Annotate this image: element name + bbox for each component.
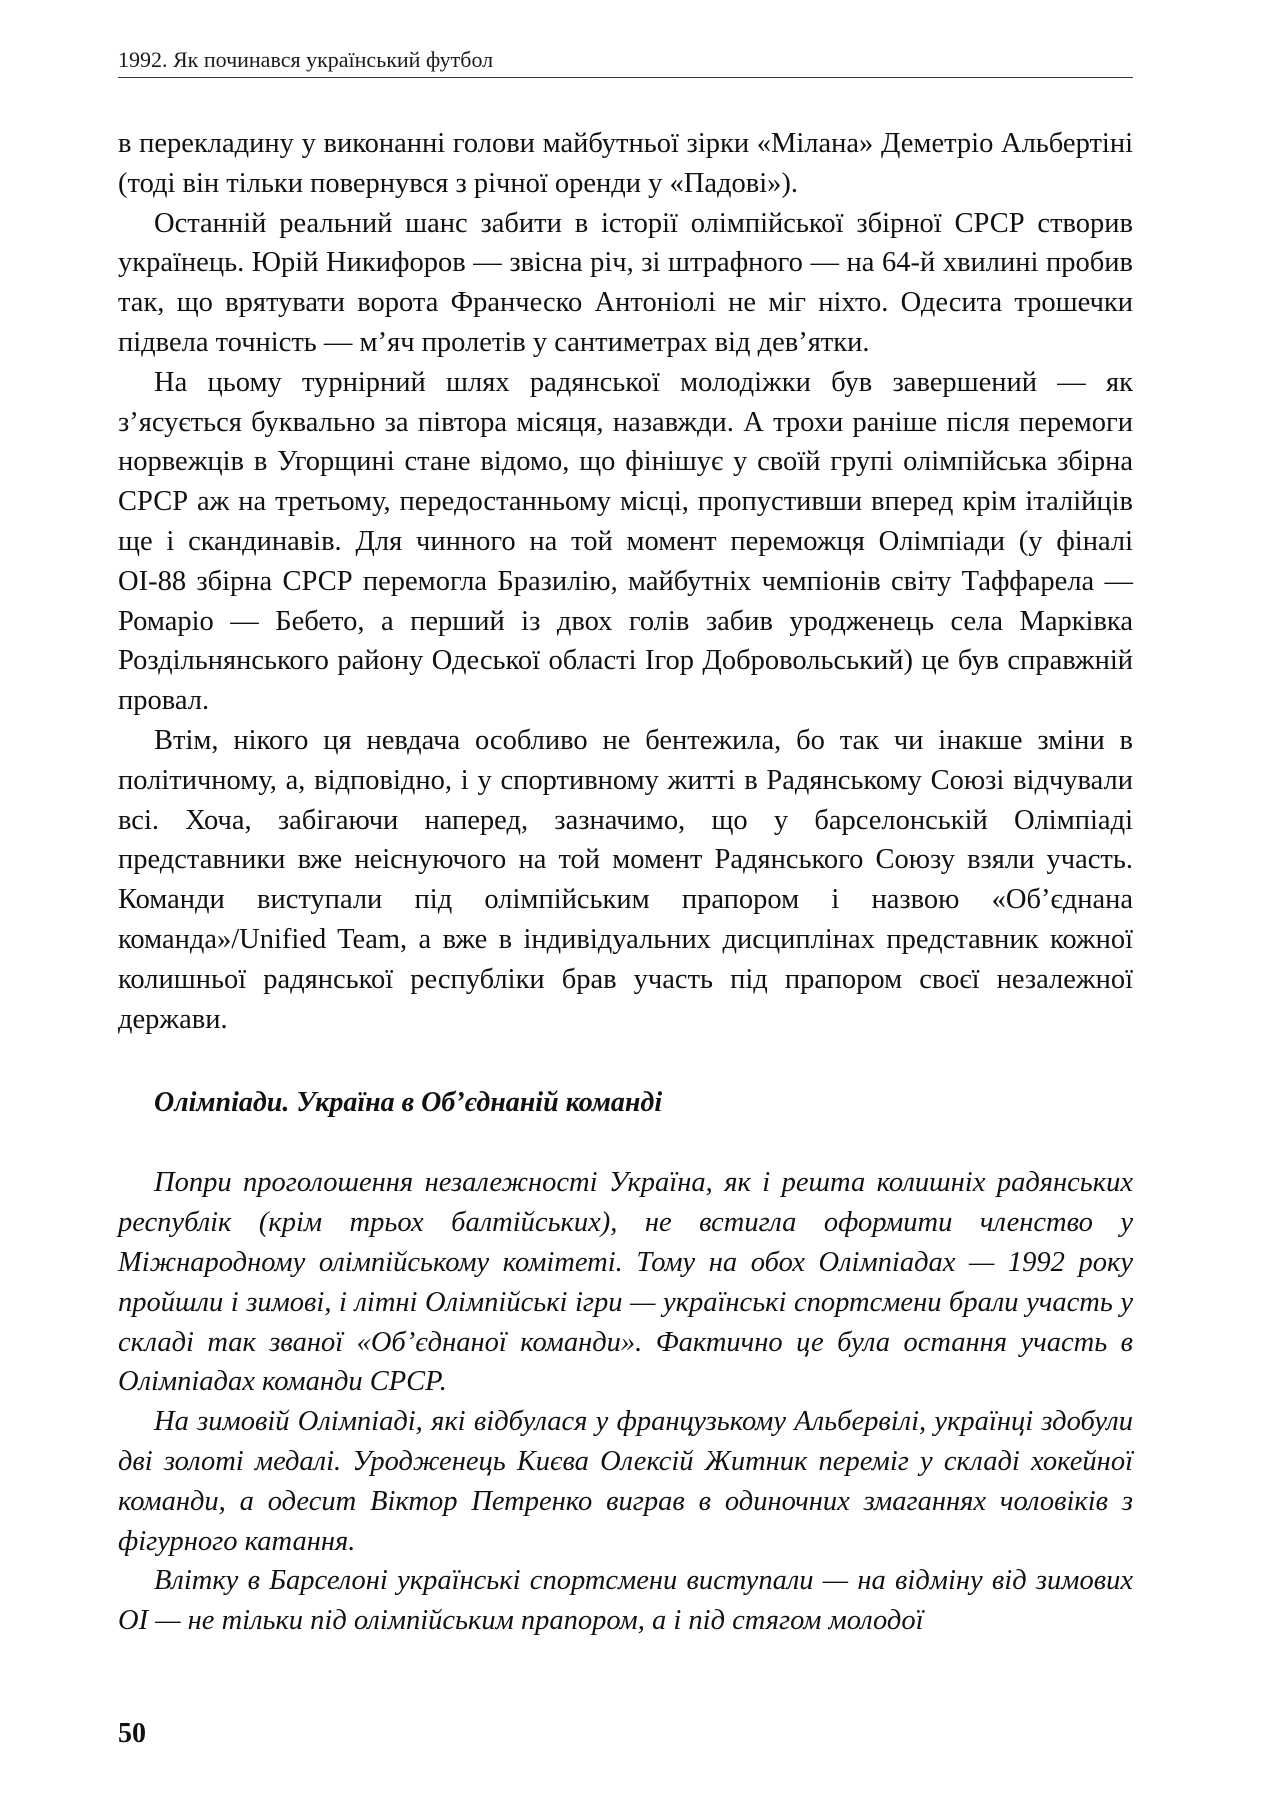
page-number: 50 bbox=[118, 1718, 146, 1749]
paragraph-2: Останній реальний шанс забити в історії олімпійської збірної СРСР створив українець. Юрій Никифоров — звісна річ, зі штрафного — на 64-й хвилині пробив так, що врятувати ворота Франческо Антоніолі не міг ніхто. Одесита трошечки підвела точність — м’яч пролетів у сантиметрах від дев’ятки. bbox=[118, 207, 1133, 358]
section-paragraph-2: На зимовій Олімпіаді, які відбулася у французькому Альбервілі, українці здобули дві золоті медалі. Уродженець Києва Олексій Житник переміг у складі хокейної команди, а одесит Віктор Петренко виграв в одиночних змаганнях чоловіків з фігурного катання. bbox=[118, 1406, 1133, 1557]
section-paragraph-3: Влітку в Барселоні українські спортсмени виступали — на відміну від зимових ОІ — не тільки під олімпійським прапором, а і під стягом молодої bbox=[118, 1565, 1133, 1637]
paragraph-1: в перекладину у виконанні голови майбутньої зірки «Мілана» Деметріо Альбертіні (тоді він тільки повернувся з річної оренди у «Падові»). bbox=[118, 128, 1133, 199]
running-head: 1992. Як починався український футбол bbox=[118, 46, 1133, 78]
section-heading: Олімпіади. Україна в Об’єднаній команді bbox=[154, 1087, 663, 1119]
section-paragraph-1: Попри проголошення незалежності Україна, як і решта колишніх радянських республік (крім трьох балтійських), не встигла оформити членство у Міжнародному олімпійському комітеті. Тому на обох Олімпіадах — 1992 року пройшли і зимові, і літні Олімпійські ігри — українські спортсмени брали участь у складі так званої «Об’єднаної команди». Фактично це була остання участь в Олімпіадах команди СРСР. bbox=[118, 1167, 1133, 1398]
paragraph-4: Втім, нікого ця невдача особливо не бентежила, бо так чи інакше зміни в політичному, а, відповідно, і у спортивному житті в Радянському Союзі відчували всі. Хоча, забігаючи наперед, зазначимо, що у барселонській Олімпіаді представники вже неіснуючого на той момент Радянського Союзу взяли участь. Команди виступали під олімпійським прапором і назвою «Об’єднана команда»/Unified Team, а вже в індивідуальних дисциплінах представник кожної колишньої радянської республіки брав участь під прапором своєї незалежної держави. bbox=[118, 724, 1133, 1035]
paragraph-3: На цьому турнірний шлях радянської молодіжки був завершений — як з’ясується буквально за півтора місяця, назавжди. А трохи раніше після перемоги норвежців в Угорщині стане відомо, що фінішує у своїй групі олімпійська збірна СРСР аж на третьому, передостанньому місці, пропустивши вперед крім італійців ще і скандинавів. Для чинного на той момент переможця Олімпіади (у фіналі ОІ-88 збірна СРСР перемогла Бразилію, майбутніх чемпіонів світу Таффарела — Ромаріо — Бебето, а перший із двох голів забив уродженець села Марківка Роздільнянського району Одеської області Ігор Добровольський) це був справжній провал. bbox=[118, 366, 1133, 717]
book-page bbox=[118, 0, 1133, 1800]
section-body bbox=[118, 1163, 1133, 1641]
body-text bbox=[118, 124, 1133, 1641]
